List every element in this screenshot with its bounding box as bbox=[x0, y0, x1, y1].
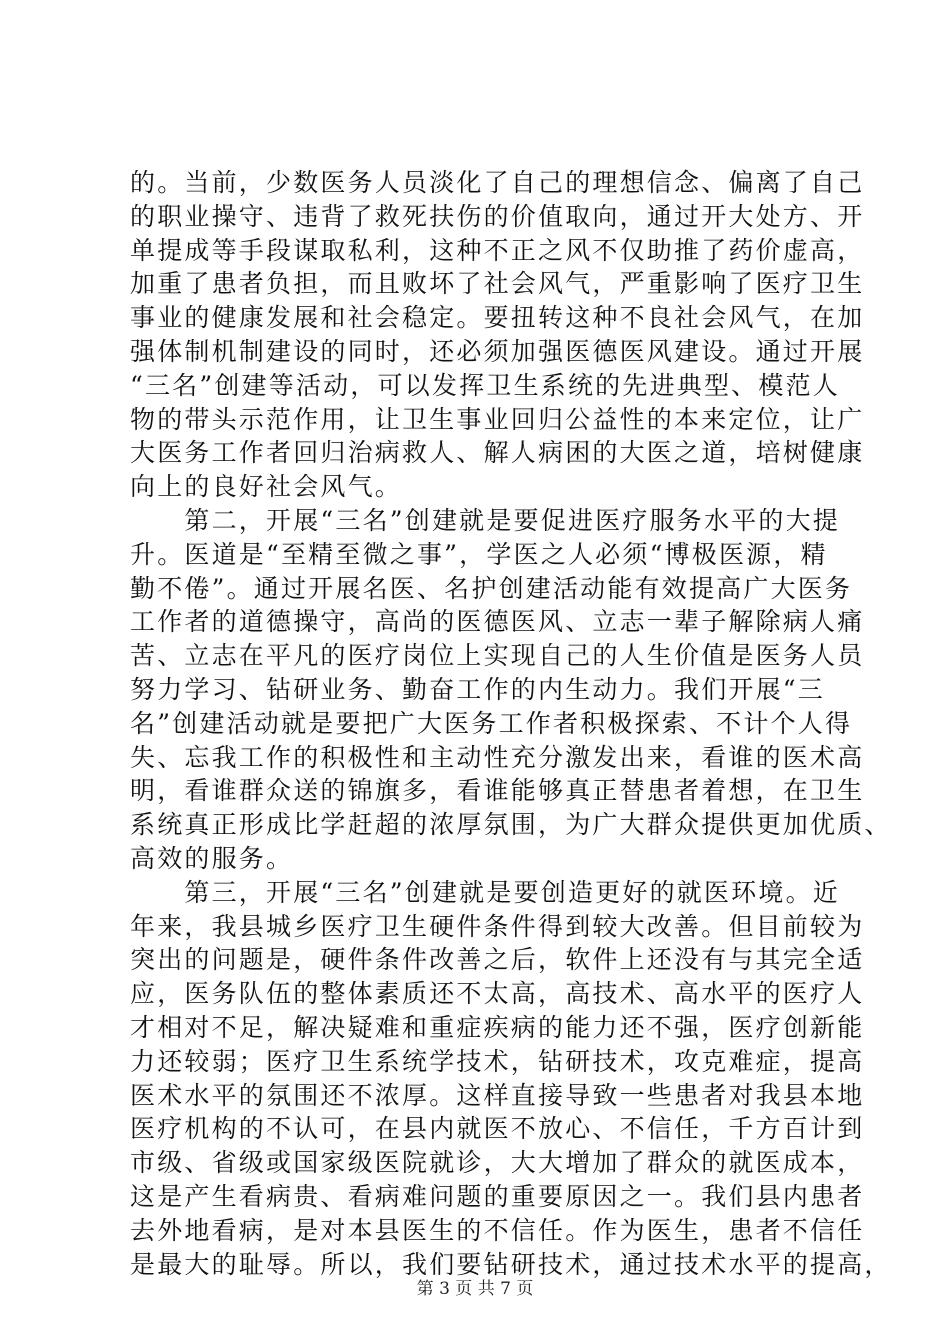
text-line: 才相对不足，解决疑难和重症疾病的能力还不强，医疗创新能 bbox=[130, 1012, 865, 1042]
page-footer bbox=[0, 1278, 950, 1300]
text-line: 的。当前，少数医务人员淡化了自己的理想信念、偏离了自己 bbox=[130, 168, 865, 197]
text-line: 失、忘我工作的积极性和主动性充分激发出来，看谁的医术高 bbox=[130, 742, 865, 772]
text-line: 去外地看病，是对本县医生的不信任。作为医生，患者不信任 bbox=[130, 1215, 865, 1245]
text-line: 医术水平的氛围还不浓厚。这样直接导致一些患者对我县本地 bbox=[130, 1080, 865, 1110]
text-line: 大医务工作者回归治病救人、解人病困的大医之道，培树健康 bbox=[130, 438, 865, 468]
text-line: 勤不倦”。通过开展名医、名护创建活动能有效提高广大医务 bbox=[130, 573, 853, 603]
text-line: 市级、省级或国家级医院就诊，大大增加了群众的就医成本， bbox=[130, 1148, 865, 1178]
text-line: 工作者的道德操守，高尚的医德医风、立志一辈子解除病人痛 bbox=[130, 607, 865, 637]
text-line: 高效的服务。 bbox=[130, 843, 294, 873]
text-line: “三名”创建等活动，可以发挥卫生系统的先进典型、模范人 bbox=[130, 370, 840, 400]
text-line: 名”创建活动就是要把广大医务工作者积极探索、不计个人得 bbox=[130, 708, 853, 738]
page-number: 第 3 页 共 7 页 bbox=[416, 1279, 534, 1299]
text-line: 单提成等手段谋取私利，这种不正之风不仅助推了药价虚高， bbox=[130, 235, 865, 265]
text-line: 年来，我县城乡医疗卫生硬件条件得到较大改善。但目前较为 bbox=[130, 911, 865, 941]
text-line: 努力学习、钻研业务、勤奋工作的内生动力。我们开展“三 bbox=[130, 674, 825, 704]
text-line: 明，看谁群众送的锦旗多，看谁能够真正替患者着想，在卫生 bbox=[130, 776, 865, 806]
text-line: 这是产生看病贵、看病难问题的重要原因之一。我们县内患者 bbox=[130, 1181, 865, 1211]
text-line: 第二，开展“三名”创建就是要促进医疗服务水平的大提 bbox=[130, 505, 840, 535]
body-text bbox=[130, 166, 892, 1281]
text-line: 力还较弱；医疗卫生系统学技术，钻研技术，攻克难症，提高 bbox=[130, 1046, 865, 1076]
text-line: 第三，开展“三名”创建就是要创造更好的就医环境。近 bbox=[130, 877, 840, 907]
text-line: 突出的问题是，硬件条件改善之后，软件上还没有与其完全适 bbox=[130, 945, 865, 975]
text-line: 强体制机制建设的同时，还必须加强医德医风建设。通过开展 bbox=[130, 336, 865, 366]
text-line: 物的带头示范作用，让卫生事业回归公益性的本来定位，让广 bbox=[130, 404, 865, 434]
text-line: 事业的健康发展和社会稳定。要扭转这种不良社会风气，在加 bbox=[130, 303, 865, 333]
text-line: 苦、立志在平凡的医疗岗位上实现自己的人生价值是医务人员 bbox=[130, 641, 865, 671]
text-line: 系统真正形成比学赶超的浓厚氛围，为广大群众提供更加优质、 bbox=[130, 810, 892, 840]
text-line: 应，医务队伍的整体素质还不太高，高技术、高水平的医疗人 bbox=[130, 979, 865, 1009]
text-line: 加重了患者负担，而且败坏了社会风气，严重影响了医疗卫生 bbox=[130, 269, 865, 299]
text-line: 升。医道是“至精至微之事”，学医之人必须“博极医源，精 bbox=[130, 539, 828, 569]
text-line: 是最大的耻辱。所以，我们要钻研技术，通过技术水平的提高， bbox=[130, 1249, 892, 1279]
text-line: 医疗机构的不认可，在县内就医不放心、不信任，千方百计到 bbox=[130, 1114, 865, 1144]
text-line: 的职业操守、违背了救死扶伤的价值取向，通过开大处方、开 bbox=[130, 201, 865, 231]
text-line: 向上的良好社会风气。 bbox=[130, 472, 403, 502]
